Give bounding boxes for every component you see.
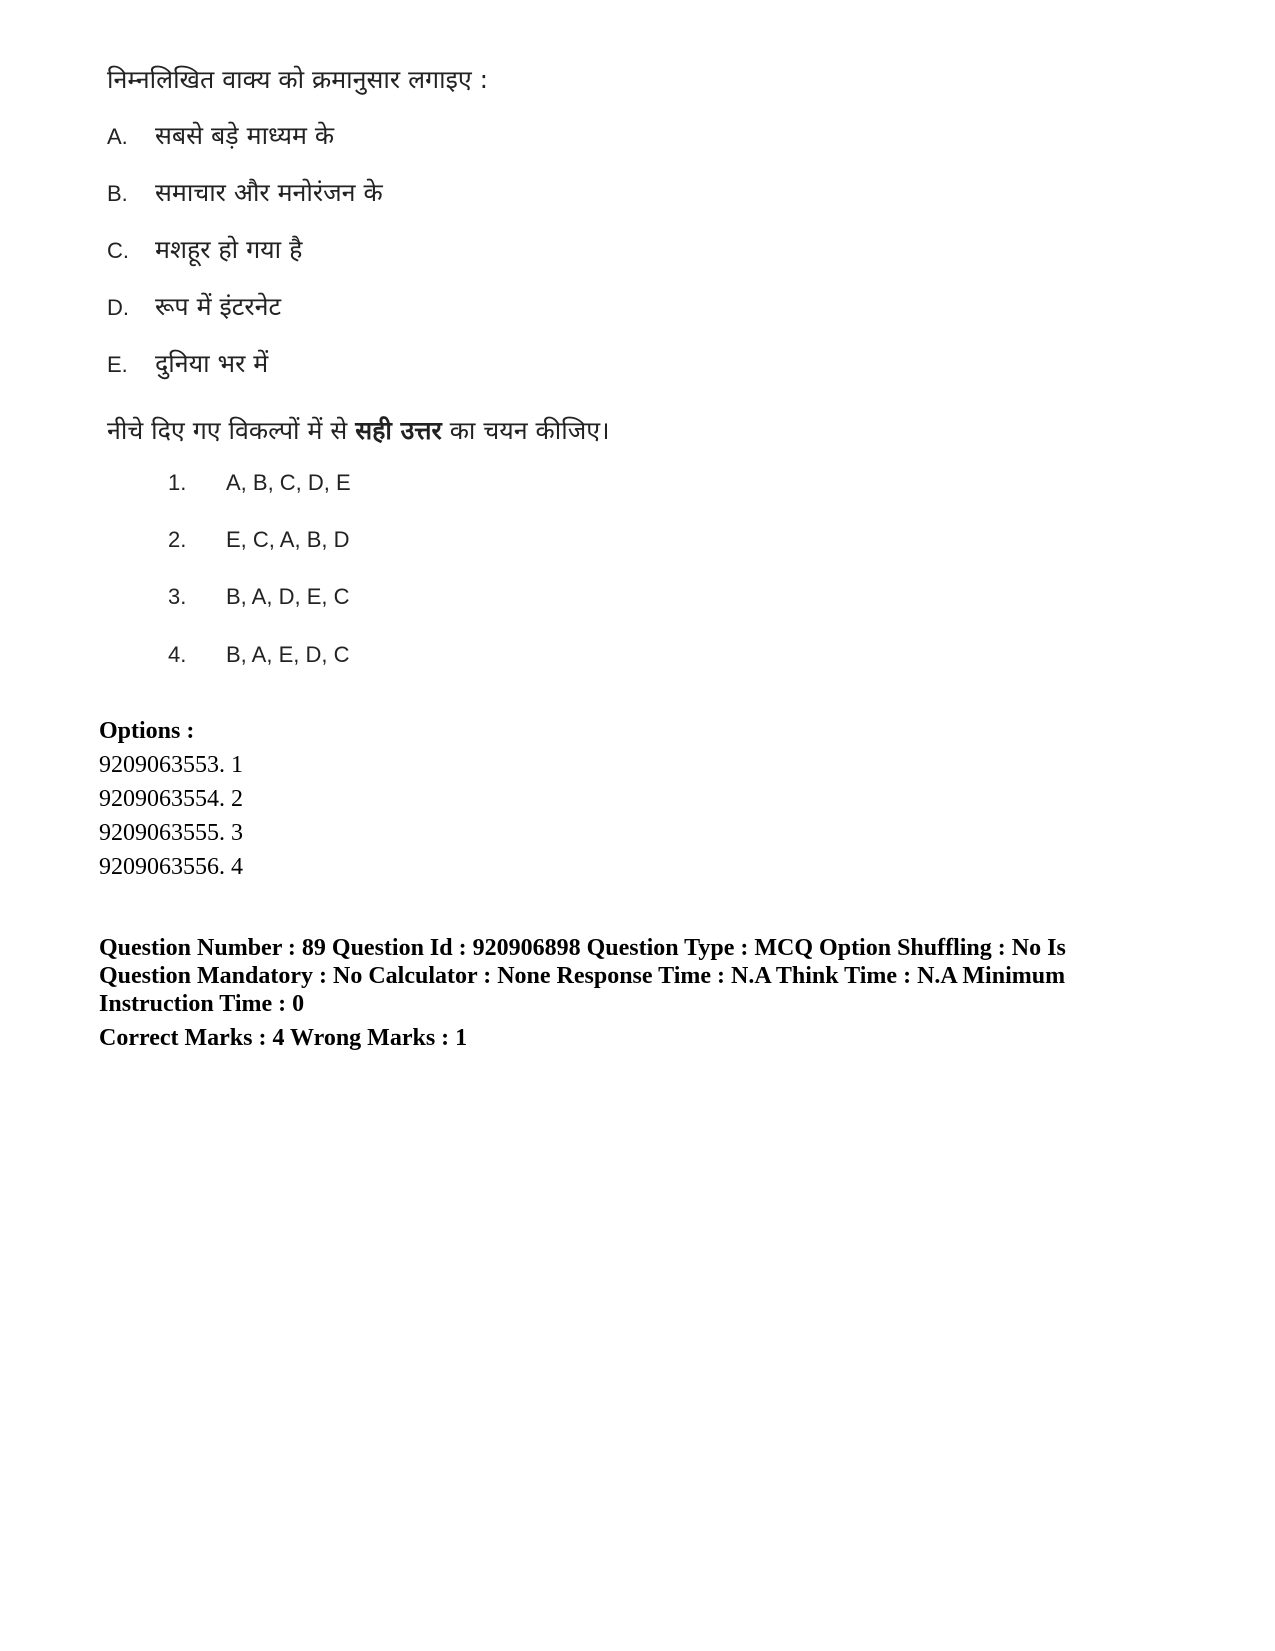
statement-d (107, 289, 281, 325)
statement-text: सबसे बड़े माध्यम के (155, 121, 335, 150)
instruction-text: नीचे दिए गए विकल्पों में से (107, 416, 356, 445)
choice-2 (168, 522, 349, 558)
choice-number: 4. (168, 642, 187, 667)
statement-label: B. (107, 181, 128, 206)
statement-label: A. (107, 124, 128, 149)
option-line: 9209063555. 3 (99, 820, 243, 846)
question-instruction (107, 413, 610, 447)
option-line: 9209063554. 2 (99, 786, 243, 812)
statement-label: E. (107, 352, 128, 377)
marks-line: Correct Marks : 4 Wrong Marks : 1 (99, 1025, 468, 1051)
option-line: 9209063553. 1 (99, 752, 243, 778)
options-heading: Options : (99, 718, 195, 744)
choice-number: 1. (168, 470, 187, 495)
choice-1 (168, 465, 351, 501)
question-intro: निम्नलिखित वाक्य को क्रमानुसार लगाइए : (107, 65, 489, 94)
choice-4 (168, 637, 349, 673)
statement-text: मशहूर हो गया है (155, 235, 303, 264)
choice-number: 2. (168, 527, 187, 552)
choice-text: B, A, D, E, C (226, 584, 350, 609)
statement-text: समाचार और मनोरंजन के (155, 178, 383, 207)
statement-e (107, 346, 268, 382)
instruction-emphasis: सही उत्तर (355, 416, 442, 445)
choice-number: 3. (168, 584, 187, 609)
choice-text: E, C, A, B, D (226, 527, 350, 552)
statement-c (107, 232, 302, 268)
option-line: 9209063556. 4 (99, 854, 243, 880)
question-metadata: Question Number : 89 Question Id : 920906898 Question Type : MCQ Option Shuffling : No Is Question Mandatory : No Calculator : None Response Time : N.A Think Time : N.A Minimum Instruction Time : 0 (99, 935, 1066, 1017)
statement-text: दुनिया भर में (155, 349, 269, 378)
statement-text: रूप में इंटरनेट (155, 292, 282, 321)
statement-a (107, 118, 334, 154)
instruction-text-end: का चयन कीजिए। (441, 416, 610, 445)
statement-label: D. (107, 295, 129, 320)
statement-b (107, 175, 383, 211)
choice-3 (168, 579, 349, 615)
choice-text: A, B, C, D, E (226, 470, 351, 495)
choice-text: B, A, E, D, C (226, 642, 350, 667)
statement-label: C. (107, 238, 129, 263)
